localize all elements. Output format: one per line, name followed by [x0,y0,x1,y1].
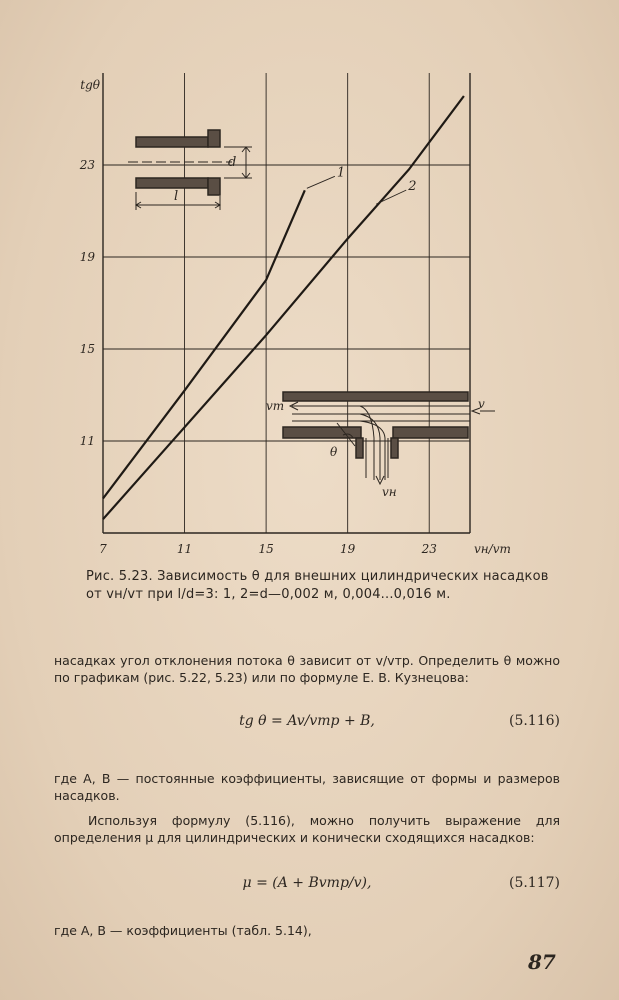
y-tick-label-11: 11 [79,434,95,448]
paragraph-2: где A, B — постоянные коэффициенты, зависящие от формы и размеров насадков. [54,771,560,803]
page-number: 87 [528,950,556,974]
formula-5-117-number: (5.117) [508,875,560,891]
x-axis-title: vн/vт [474,542,511,556]
bottom-inset-vt-label: vт [266,399,285,413]
x-tick-label-11: 11 [176,542,193,556]
insets [128,130,495,499]
curve-label-1: 1 [336,165,346,181]
y-tick-label-23: 23 [79,158,95,172]
series-line-2 [103,96,464,519]
curve-1-leader [307,176,335,188]
top-inset-l-label: l [174,189,179,204]
labels-group [79,78,511,556]
y-tick-label-19: 19 [79,250,95,264]
y-tick-label-15: 15 [79,342,95,356]
formula-5-117-expr: μ = (A + Bvтр/v), [242,875,372,891]
paragraph-4: где A, B — коэффициенты (табл. 5.14), [54,923,312,938]
top-inset-d-label: d [228,155,237,170]
top-inset-nozzle [128,130,252,210]
bottom-inset-tee [283,392,495,484]
paragraph-1: насадках угол отклонения потока θ зависит от v/vтр. Определить θ можно по графикам (рис. 5.22, 5.23) или по формуле Е. В. Кузнецова: [54,653,560,685]
y-axis-title: tgθ [80,78,100,92]
formula-5-116-expr: tg θ = Av/vтр + B, [239,713,375,729]
x-tick-label-15: 15 [258,542,274,556]
bottom-inset-theta-label: θ [330,445,338,459]
figure-caption: Рис. 5.23. Зависимость θ для внешних цилиндрических насадков от vн/vт при l/d=3: 1, 2=d—0,002 м, 0,004...0,016 м. [86,569,549,602]
x-tick-label-23: 23 [421,542,437,556]
curve-2-leader [376,190,406,204]
bottom-inset-vn-label: vн [382,485,397,499]
x-tick-label-19: 19 [340,542,356,556]
formula-5-116-number: (5.116) [508,713,560,729]
formula-5-117 [54,875,560,895]
series-line-1 [103,190,305,498]
paragraph-3: Используя формулу (5.116), можно получить выражение для определения μ для цилиндрических и конически сходящихся насадков: [54,813,560,845]
curve-label-2: 2 [408,179,417,195]
formula-5-116 [54,713,560,733]
x-tick-label-7: 7 [99,542,107,556]
bottom-inset-v-label: v [478,397,485,411]
series-group [103,96,464,519]
